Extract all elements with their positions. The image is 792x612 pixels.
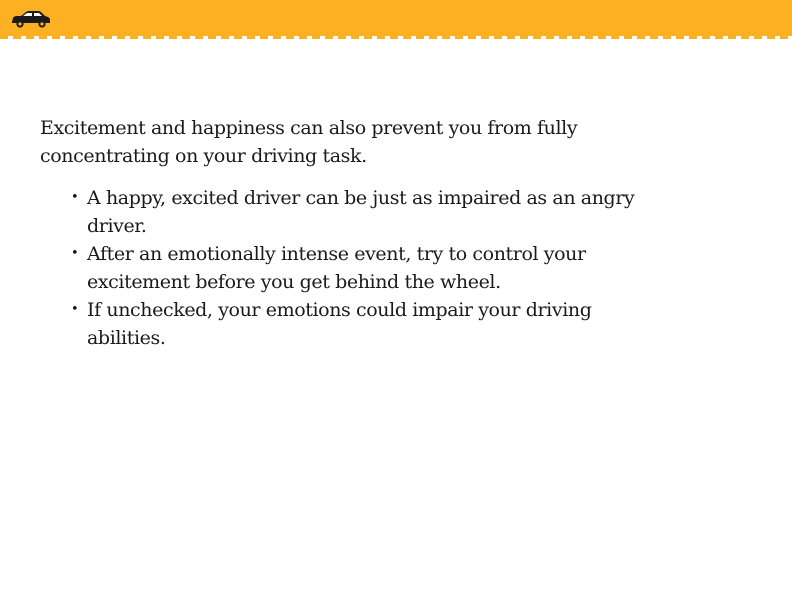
- bullet-text: If unchecked, your emotions could impair your driving abilities.: [87, 299, 592, 349]
- bullet-text: A happy, excited driver can be just as impaired as an angry driver.: [87, 187, 635, 237]
- slide-content: [40, 114, 640, 352]
- bullet-icon: •: [71, 246, 79, 261]
- list-item: [40, 184, 640, 240]
- header-bar-edge: [0, 36, 792, 39]
- intro-text: Excitement and happiness can also prevent you from fully concentrating on your driving task.: [40, 117, 578, 167]
- bullet-text: After an emotionally intense event, try to control your excitement before you get behind the wheel.: [87, 243, 586, 293]
- list-item: [40, 296, 640, 352]
- car-icon: [10, 9, 52, 29]
- header-bar: [0, 0, 792, 36]
- bullet-icon: •: [71, 302, 79, 317]
- list-item: [40, 240, 640, 296]
- bullet-list: [40, 184, 640, 352]
- bullet-icon: •: [71, 190, 79, 205]
